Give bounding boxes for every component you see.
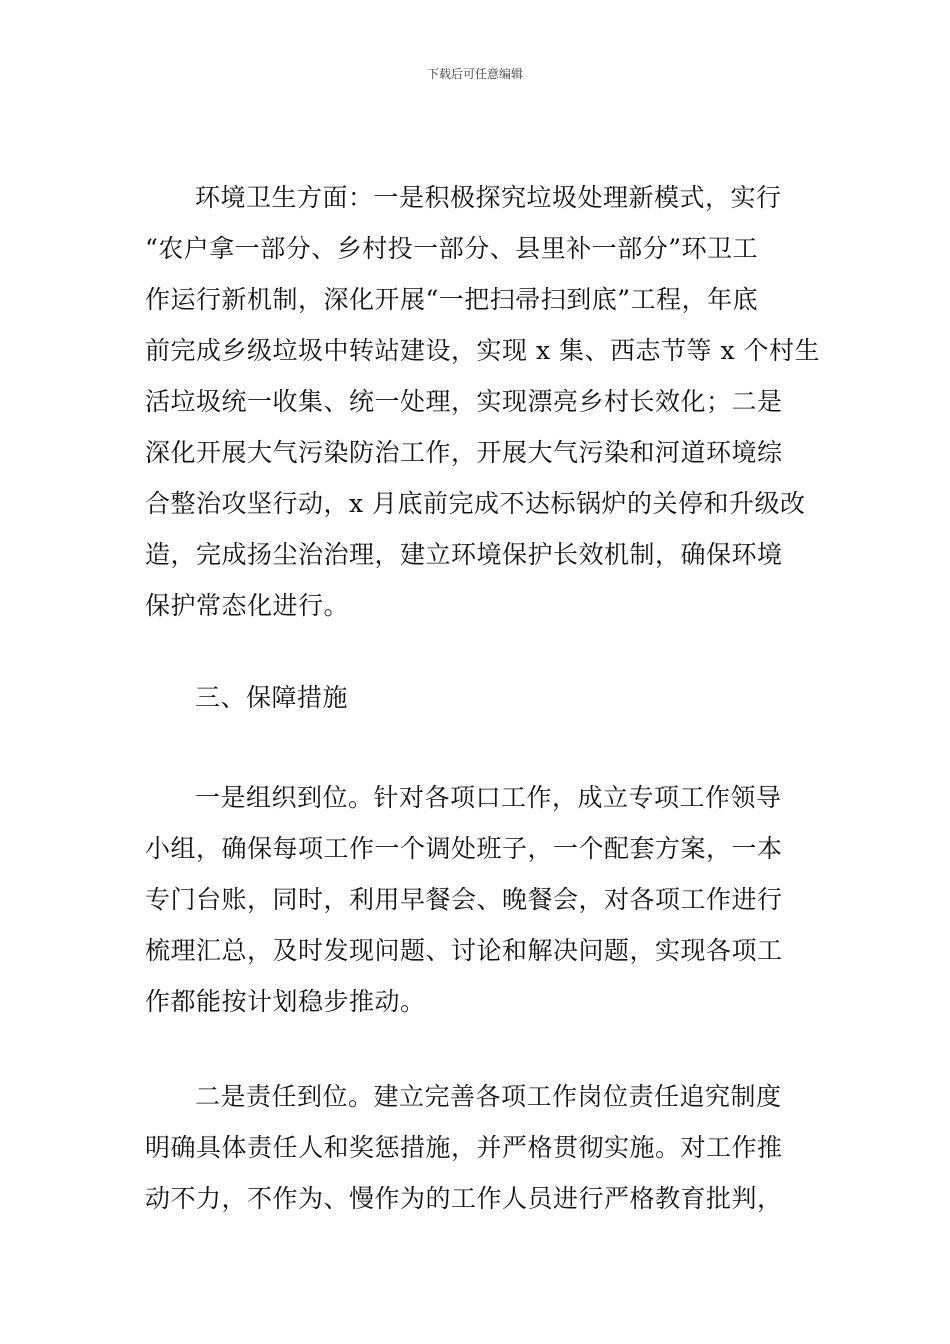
paragraph-line: 作都能按计划稳步推动。	[145, 987, 426, 1016]
paragraph-responsibility	[145, 1071, 807, 1224]
paragraph-line: 梳理汇总，及时发现问题、讨论和解决问题，实现各项工	[145, 936, 783, 965]
paragraph-line: “农户拿一部分、乡村投一部分、县里补一部分”环卫工	[145, 234, 759, 263]
section-heading: 三、保障措施	[195, 683, 349, 712]
paragraph-line: 明确具体责任人和奖惩措施，并严格贯彻实施。对工作推	[145, 1133, 783, 1162]
paragraph-line: 合整治攻坚行动，x 月底前完成不达标锅炉的关停和升级改	[145, 489, 806, 518]
paragraph-line: 前完成乡级垃圾中转站建设，实现 x 集、西志节等 x 个村生	[145, 336, 820, 365]
paragraph-line: 作运行新机制，深化开展“一把扫帚扫到底”工程，年底	[145, 285, 759, 314]
paragraph-line: 动不力，不作为、慢作为的工作人员进行严格教育批判，	[145, 1184, 783, 1213]
paragraph-organization	[145, 772, 807, 1027]
paragraph-line: 二是责任到位。建立完善各项工作岗位责任追究制度	[195, 1082, 782, 1111]
header-note: 下载后可任意编辑	[426, 67, 523, 81]
paragraph-line: 活垃圾统一收集、统一处理，实现漂亮乡村长效化；二是	[145, 387, 783, 416]
paragraph-line: 造，完成扬尘治治理，建立环境保护长效机制，确保环境	[145, 540, 783, 569]
paragraph-line: 保护常态化进行。	[145, 591, 350, 620]
paragraph-environment	[145, 172, 820, 631]
paragraph-line: 专门台账，同时，利用早餐会、晚餐会，对各项工作进行	[145, 885, 783, 914]
paragraph-line: 深化开展大气污染防治工作，开展大气污染和河道环境综	[145, 438, 783, 467]
paragraph-line: 环境卫生方面：一是积极探究垃圾处理新模式，实行	[195, 183, 782, 212]
paragraph-line: 一是组织到位。针对各项口工作，成立专项工作领导	[195, 783, 782, 812]
paragraph-line: 小组，确保每项工作一个调处班子，一个配套方案，一本	[145, 834, 783, 863]
